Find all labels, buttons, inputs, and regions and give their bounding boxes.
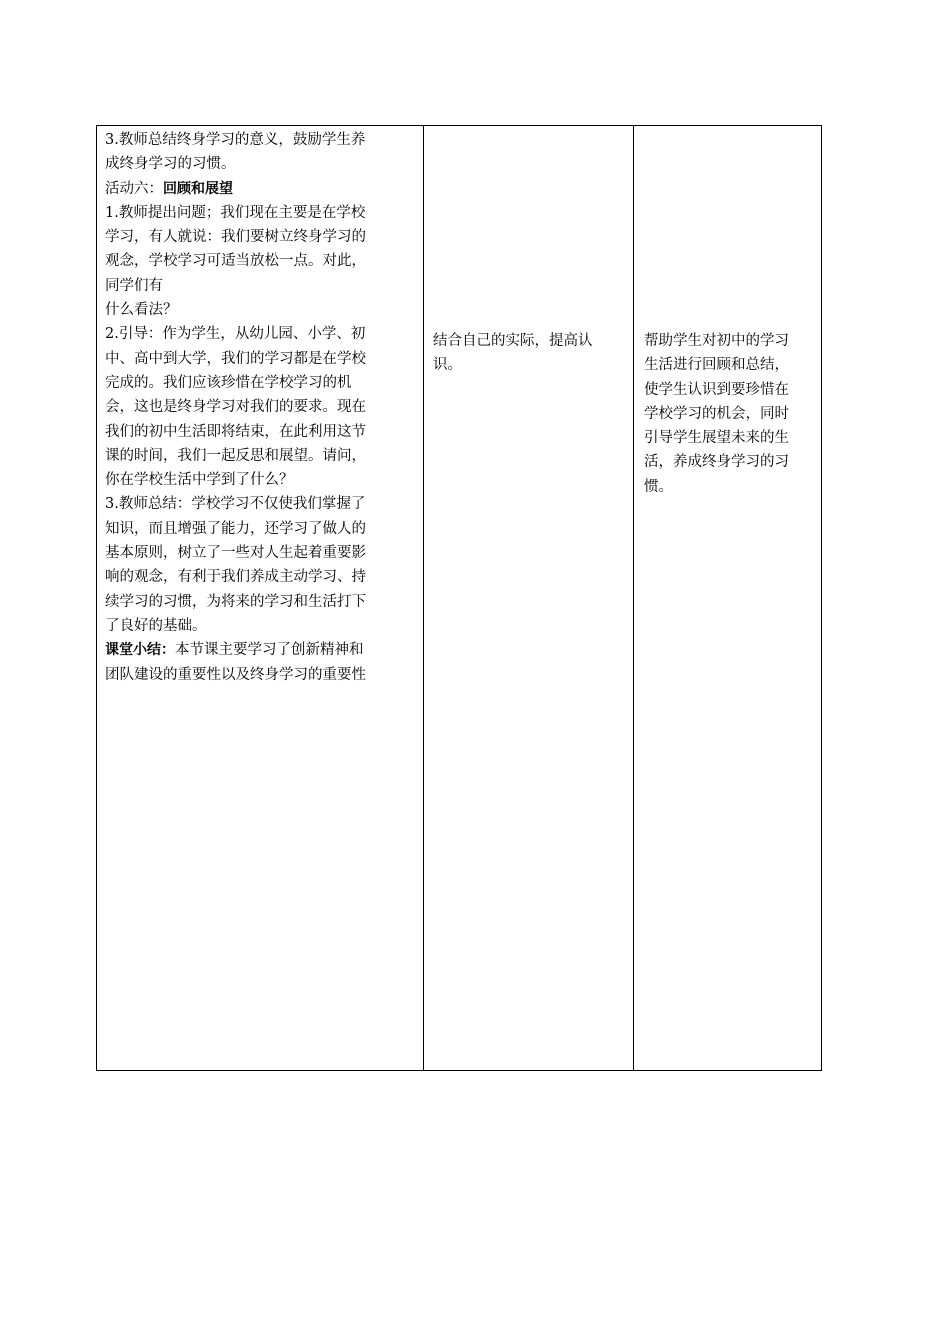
lesson-plan-table: [96, 125, 822, 1071]
text-line: 什么看法？: [105, 302, 178, 319]
text-line: 3.教师总结：学校学习不仅使我们掌握了: [105, 496, 366, 513]
text-line: 帮助学生对初中的学习: [644, 333, 789, 349]
design-intent-text: [634, 126, 821, 499]
text-line: 课的时间，我们一起反思和展望。请问，: [105, 447, 366, 464]
teacher-activity-cell: [97, 126, 424, 1071]
teacher-activity-text: [97, 126, 423, 687]
text-line: 会，这也是终身学习对我们的要求。现在: [105, 399, 366, 416]
text-line: 识。: [433, 357, 462, 374]
text-line: 活，养成终身学习的习: [644, 454, 789, 471]
summary-label: 课堂小结：: [105, 642, 175, 659]
text-line: 1.教师提出问题；我们现在主要是在学校: [105, 204, 366, 221]
text-line: 成终身学习的习惯。: [105, 156, 236, 173]
text-line: 学习，有人就说：我们要树立终身学习的: [105, 229, 366, 246]
text-line: 学校学习的机会，同时: [644, 405, 789, 422]
text-line: 知识，而且增强了能力，还学习了做人的: [105, 520, 366, 537]
text-line: 基本原则，树立了一些对人生起着重要影: [105, 545, 366, 562]
design-intent-cell: [634, 126, 822, 1071]
text-line: 2.引导：作为学生，从幼儿园、小学、初: [105, 326, 366, 343]
text-line: 生活进行回顾和总结，: [644, 357, 789, 374]
text-line: 了良好的基础。: [105, 617, 207, 634]
text-line: 响的观念，有利于我们养成主动学习、持: [105, 569, 366, 586]
text-line: 我们的初中生活即将结束，在此利用这节: [105, 423, 366, 440]
text-line: 团队建设的重要性以及终身学习的重要性: [105, 666, 366, 683]
text-line: 观念，学校学习可适当放松一点。对此，: [105, 253, 366, 270]
text-line: 3.教师总结终身学习的意义，鼓励学生养: [105, 132, 366, 148]
text-line: 同学们有: [105, 277, 163, 294]
text-line: 续学习的习惯，为将来的学习和生活打下: [105, 593, 366, 610]
text-line: 使学生认识到要珍惜在: [644, 381, 789, 398]
summary-line: [105, 638, 415, 662]
student-activity-cell: [424, 126, 634, 1071]
summary-text: 本节课主要学习了创新精神和: [175, 642, 364, 659]
text-line: 中、高中到大学，我们的学习都是在学校: [105, 350, 366, 367]
text-line: 完成的。我们应该珍惜在学校学习的机: [105, 374, 352, 391]
text-line: 结合自己的实际，提高认: [433, 333, 593, 349]
student-activity-text: [424, 126, 633, 378]
table-row: [97, 126, 822, 1071]
activity-label: 活动六：: [105, 180, 163, 197]
text-line: 惯。: [644, 478, 673, 495]
text-line: 你在学校生活中学到了什么？: [105, 472, 294, 489]
text-line: 引导学生展望未来的生: [644, 430, 789, 447]
activity-heading: [105, 177, 415, 201]
activity-title: 回顾和展望: [163, 180, 233, 197]
